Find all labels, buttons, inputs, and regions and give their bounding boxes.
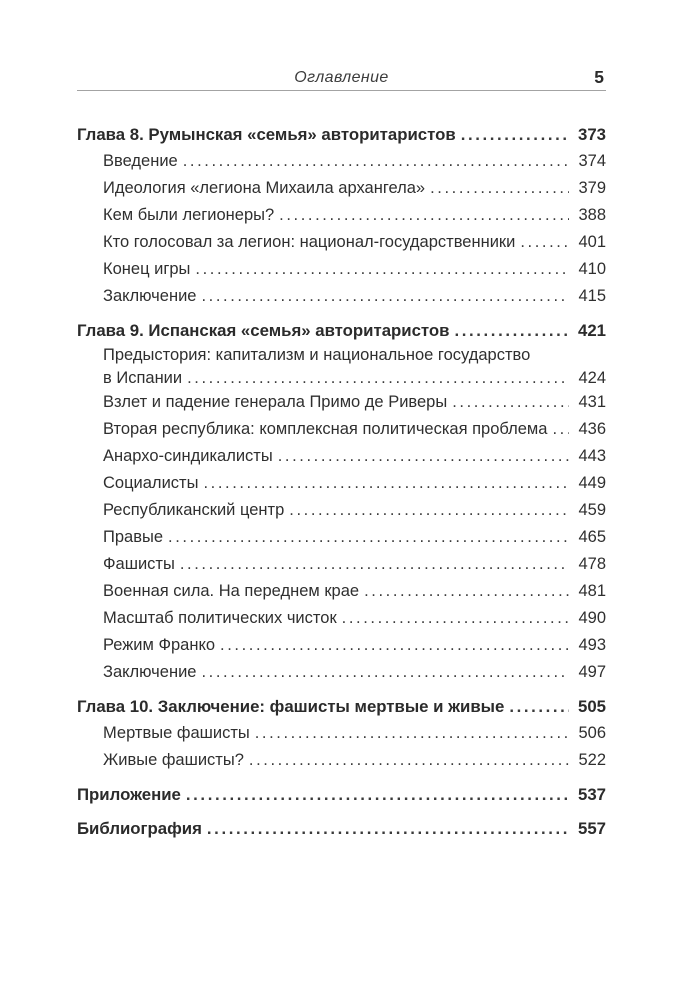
toc-title: Кто голосовал за легион: национал-государственники bbox=[103, 233, 516, 251]
dot-leader bbox=[279, 202, 569, 229]
dot-leader bbox=[461, 121, 569, 148]
toc-title: Взлет и падение генерала Примо де Риверы bbox=[103, 393, 448, 411]
toc-entry-row bbox=[77, 283, 606, 310]
toc-entry-row bbox=[77, 389, 606, 416]
toc-title: Глава 9. Испанская «семья» авторитаристов bbox=[77, 321, 450, 340]
toc-entry-row bbox=[77, 443, 606, 470]
toc-page-number: 374 bbox=[578, 152, 606, 170]
dot-leader bbox=[364, 578, 569, 605]
toc-chapter-row bbox=[77, 693, 606, 720]
toc-entry-row bbox=[77, 416, 606, 443]
dot-leader bbox=[520, 229, 569, 256]
dot-leader bbox=[168, 524, 569, 551]
toc-page-number: 415 bbox=[578, 287, 606, 305]
toc-entry-row bbox=[77, 605, 606, 632]
dot-leader bbox=[552, 416, 569, 443]
toc-page-number: 379 bbox=[578, 179, 606, 197]
toc-page-number: 478 bbox=[578, 555, 606, 573]
toc-title: Приложение bbox=[77, 785, 181, 804]
toc-title: Глава 10. Заключение: фашисты мертвые и живые bbox=[77, 697, 505, 716]
dot-leader bbox=[278, 443, 569, 470]
toc-title: Правые bbox=[103, 528, 164, 546]
toc-page-number: 443 bbox=[578, 447, 606, 465]
toc-entry-row bbox=[77, 720, 606, 747]
toc-section bbox=[77, 121, 606, 310]
toc-page-number: 493 bbox=[578, 636, 606, 654]
dot-leader bbox=[203, 470, 569, 497]
toc-entry-row bbox=[77, 175, 606, 202]
toc-entry-row bbox=[77, 256, 606, 283]
toc-page-number: 373 bbox=[578, 125, 606, 144]
toc-entry-row bbox=[77, 747, 606, 774]
toc-chapter-row bbox=[77, 121, 606, 148]
toc-page-number: 497 bbox=[578, 663, 606, 681]
dot-leader bbox=[249, 747, 569, 774]
dot-leader bbox=[289, 497, 569, 524]
toc-entry-row bbox=[77, 524, 606, 551]
dot-leader bbox=[509, 693, 569, 720]
toc-title: Введение bbox=[103, 152, 178, 170]
toc-entry-row bbox=[77, 497, 606, 524]
toc-page-number: 424 bbox=[578, 369, 606, 387]
toc-page-number: 431 bbox=[578, 393, 606, 411]
toc-page-number: 481 bbox=[578, 582, 606, 600]
toc-entry-row bbox=[77, 148, 606, 175]
toc-page-number: 557 bbox=[578, 819, 606, 838]
toc-entry-row bbox=[77, 229, 606, 256]
dot-leader bbox=[180, 551, 569, 578]
toc-standalone-section bbox=[77, 781, 606, 808]
toc-title: Социалисты bbox=[103, 474, 199, 492]
running-head bbox=[77, 63, 606, 91]
toc-title: Глава 8. Румынская «семья» авторитаристов bbox=[77, 125, 456, 144]
toc-entry-row bbox=[77, 202, 606, 229]
toc-entry-row bbox=[77, 344, 606, 367]
toc-title: Идеология «легиона Михаила архангела» bbox=[103, 179, 426, 197]
toc-section bbox=[77, 317, 606, 686]
dot-leader bbox=[255, 720, 569, 747]
dot-leader bbox=[201, 283, 569, 310]
toc-page-number: 506 bbox=[578, 724, 606, 742]
toc-entry-row bbox=[77, 578, 606, 605]
dot-leader bbox=[430, 175, 569, 202]
toc-page-number: 505 bbox=[578, 697, 606, 716]
toc-chapter-row bbox=[77, 317, 606, 344]
toc-title: Заключение bbox=[103, 287, 197, 305]
toc-page-number: 436 bbox=[578, 420, 606, 438]
toc-page-number: 490 bbox=[578, 609, 606, 627]
toc-title: Заключение bbox=[103, 663, 197, 681]
toc-title: Библиография bbox=[77, 819, 202, 838]
toc-entry-row bbox=[77, 367, 606, 389]
dot-leader bbox=[195, 256, 569, 283]
toc-page-number: 459 bbox=[578, 501, 606, 519]
toc-entry-row bbox=[77, 632, 606, 659]
toc-standalone-section bbox=[77, 815, 606, 842]
toc-title: Мертвые фашисты bbox=[103, 724, 250, 742]
toc-section bbox=[77, 693, 606, 774]
toc-entry-row bbox=[77, 470, 606, 497]
dot-leader bbox=[342, 605, 569, 632]
dot-leader bbox=[183, 148, 569, 175]
toc-standalone-row bbox=[77, 815, 606, 842]
toc-title: Масштаб политических чисток bbox=[103, 609, 337, 627]
dot-leader bbox=[455, 317, 570, 344]
toc-entry-row bbox=[77, 659, 606, 686]
dot-leader bbox=[220, 632, 569, 659]
toc-page-number: 537 bbox=[578, 785, 606, 804]
toc-title: Предыстория: капитализм и национальное государство bbox=[103, 346, 531, 364]
toc-page-number: 410 bbox=[578, 260, 606, 278]
toc-page-number: 401 bbox=[578, 233, 606, 251]
toc-title: Конец игры bbox=[103, 260, 191, 278]
toc-page-number: 522 bbox=[578, 751, 606, 769]
toc-page-number: 388 bbox=[578, 206, 606, 224]
toc-page-number: 421 bbox=[578, 321, 606, 340]
toc-title: Фашисты bbox=[103, 555, 175, 573]
dot-leader bbox=[187, 367, 569, 389]
toc-title: в Испании bbox=[103, 369, 183, 387]
toc-page-number: 449 bbox=[578, 474, 606, 492]
dot-leader bbox=[201, 659, 569, 686]
dot-leader bbox=[186, 781, 569, 808]
toc-title: Живые фашисты? bbox=[103, 751, 244, 769]
toc-title: Кем были легионеры? bbox=[103, 206, 275, 224]
toc-page-number: 465 bbox=[578, 528, 606, 546]
toc-standalone-row bbox=[77, 781, 606, 808]
toc-title: Военная сила. На переднем крае bbox=[103, 582, 360, 600]
toc-title: Режим Франко bbox=[103, 636, 216, 654]
dot-leader bbox=[207, 815, 569, 842]
page-number: 5 bbox=[594, 67, 604, 87]
toc-title: Вторая республика: комплексная политическая проблема bbox=[103, 420, 548, 438]
toc-entry-row bbox=[77, 551, 606, 578]
page-header-title: Оглавление bbox=[294, 69, 389, 86]
toc-title: Республиканский центр bbox=[103, 501, 285, 519]
dot-leader bbox=[452, 389, 569, 416]
table-of-contents bbox=[77, 121, 606, 842]
toc-title: Анархо-синдикалисты bbox=[103, 447, 273, 465]
